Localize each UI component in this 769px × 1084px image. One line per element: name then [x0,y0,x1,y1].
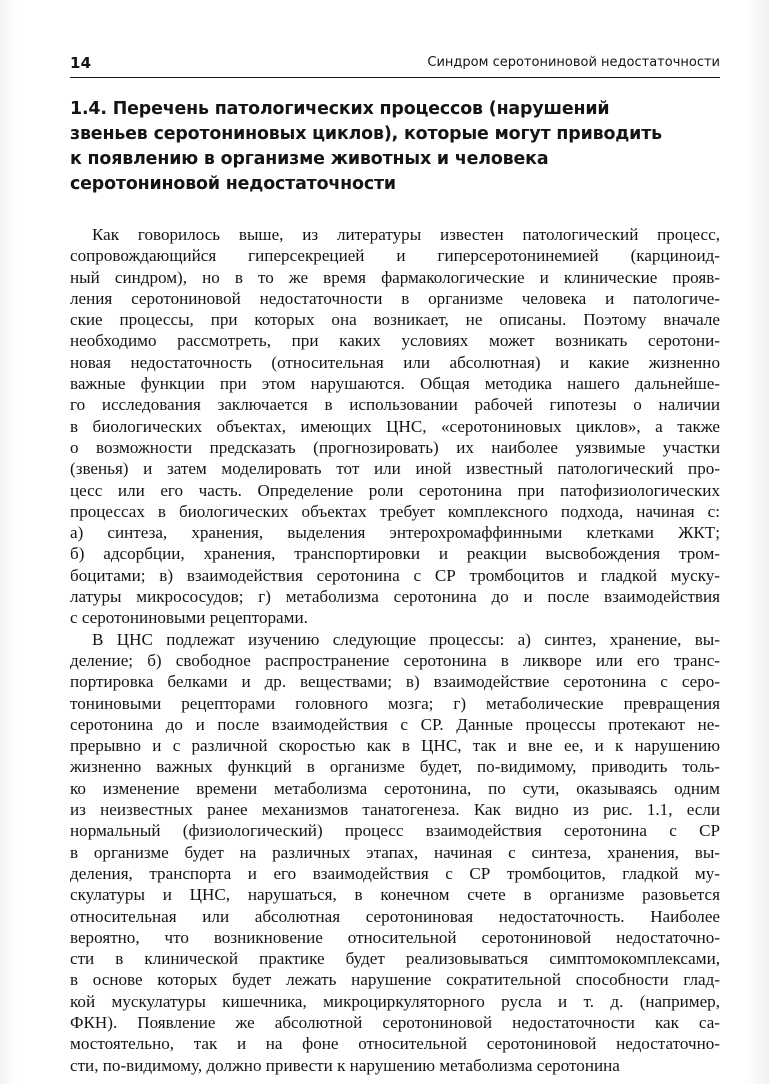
text-line: ские процессы, при которых она возникает, не описаны. Поэтому вначале [70,310,720,330]
text-line: процессах в биологических объектах требует комплексного подхода, начиная с: [70,501,720,521]
text-line: прерывно и с различной скоростью как в ЦНС, так и вне ее, и к нарушению [70,736,720,756]
text-line: (звенья) и затем моделировать тот или иной известный патологический про- [70,459,720,479]
text-line: в организме будет на различных этапах, начиная с синтеза, хранения, вы- [70,842,720,862]
body-text [70,224,720,1076]
text-line: го исследования заключается в использовании рабочей гипотезы о наличии [70,395,720,415]
text-line: деление; б) свободное распространение серотонина в ликворе или его транс- [70,650,720,670]
section-heading [70,97,730,197]
text-line: цесс или его часть. Определение роли серотонина при патофизиологических [70,480,720,500]
text-line: Как говорилось выше, из литературы известен патологический процесс, [92,225,720,244]
section-heading-line: серотониновой недостаточности [70,174,396,194]
text-line: серотонина до и после взаимодействия с СР. Данные процессы протекают не- [70,714,720,734]
text-line: сопровождающийся гиперсекрецией и гиперсеротонинемией (карциноид- [70,246,720,266]
text-line: о возможности предсказать (прогнозировать) их наиболее уязвимые участки [70,437,720,457]
text-line: из неизвестных ранее механизмов танатогенеза. Как видно из рис. 1.1, если [70,800,720,820]
text-line: в основе которых будет лежать нарушение сократительной способности глад- [70,970,720,990]
text-line: В ЦНС подлежат изучению следующие процессы: а) синтез, хранение, вы- [92,629,720,649]
text-line: ления серотониновой недостаточности в организме человека и патологиче- [70,288,720,308]
text-line: ФКН). Появление же абсолютной серотониновой недостаточности как са- [70,1012,720,1032]
text-line: вероятно, что возникновение относительной серотониновой недостаточно- [70,927,720,947]
text-line: а) синтеза, хранения, выделения энтерохромаффинными клетками ЖКТ; [70,523,720,543]
text-line: с серотониновыми рецепторами. [70,608,308,628]
text-line: мостоятельно, так и на фоне относительной серотониновой недостаточно- [70,1034,720,1054]
text-line: латуры микрососудов; г) метаболизма серотонина до и после взаимодействия [70,587,720,607]
text-line: новая недостаточность (относительная или абсолютная) и какие жизненно [70,352,720,372]
text-line: тониновыми рецепторами головного мозга; г) метаболические превращения [70,693,720,713]
section-heading-line: к появлению в организме животных и человека [70,149,549,169]
text-line: относительная или абсолютная серотониновая недостаточность. Наиболее [70,906,720,926]
paragraph [70,629,720,1076]
text-line: жизненно важных функций в организме будет, по-видимому, приводить толь- [70,757,720,777]
text-line: скулатуры и ЦНС, нарушаться, в конечном счете в организме разовьется [70,885,720,905]
section-heading-line: 1.4. Перечень патологических процессов (нарушений [70,99,610,119]
running-title: Синдром серотониновой недостаточности [427,55,720,70]
text-line: деления, транспорта и его взаимодействия с СР тромбоцитов, гладкой му- [70,863,720,883]
text-line: сти, по-видимому, должно привести к нарушению метаболизма серотонина [70,1055,620,1075]
text-line: кой мускулатуры кишечника, микроциркуляторного русла и т. д. (например, [70,991,720,1011]
text-line: ко изменение времени метаболизма серотонина, по сути, оказываясь одним [70,778,720,798]
text-line: боцитами; в) взаимодействия серотонина с СР тромбоцитов и гладкой муску- [70,565,720,585]
text-line: необходимо рассмотреть, при каких условиях может возникать серотони- [70,331,720,351]
text-line: сти в клинической практике будет реализовываться симптомокомплексами, [70,949,720,969]
text-line: ный синдром), но в то же время фармакологические и клинические прояв- [70,267,720,287]
text-line: нормальный (физиологический) процесс взаимодействия серотонина с СР [70,821,720,841]
section-heading-line: звеньев серотониновых циклов), которые могут приводить [70,124,662,144]
text-line: б) адсорбции, хранения, транспортировки и реакции высвобождения тром- [70,544,720,564]
header-rule [70,77,720,78]
running-header [70,50,720,76]
page-number: 14 [70,54,92,72]
text-line: важные функции при этом нарушаются. Общая методика нашего дальнейше- [70,374,720,394]
text-line: в биологических объектах, имеющих ЦНС, «серотониновых циклов», а также [70,416,720,436]
text-line: портировка белками и др. веществами; в) взаимодействие серотонина с серо- [70,672,720,692]
paragraph [70,224,720,629]
